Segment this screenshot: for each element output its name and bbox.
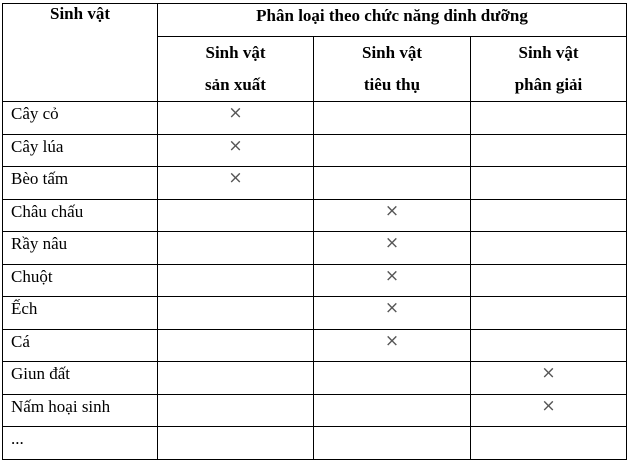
consumer-mark-cell: ×: [314, 297, 471, 330]
decomposer-mark-cell: [471, 297, 627, 330]
consumer-mark-cell: [314, 167, 471, 200]
organism-column-header: Sinh vật: [3, 4, 158, 102]
organism-name-cell: Giun đất: [3, 362, 158, 395]
table-body: [3, 102, 627, 460]
classification-group-header: Phân loại theo chức năng dinh dưỡng: [158, 4, 627, 37]
consumer-mark-cell: ×: [314, 199, 471, 232]
table-row: [3, 362, 627, 395]
consumer-mark-cell: [314, 102, 471, 135]
producer-mark-cell: [158, 394, 314, 427]
organism-name-cell: Châu chấu: [3, 199, 158, 232]
header-line: Sinh vật: [205, 43, 266, 62]
header-line: Sinh vật: [518, 43, 579, 62]
decomposer-mark-cell: [471, 264, 627, 297]
table-row: [3, 232, 627, 265]
decomposer-mark-cell: [471, 134, 627, 167]
organism-name-cell: Cây cỏ: [3, 102, 158, 135]
table-row: [3, 329, 627, 362]
decomposer-column-header: [471, 37, 627, 102]
header-line: tiêu thụ: [363, 75, 421, 94]
organism-name-cell: ...: [3, 427, 158, 460]
header-row-top: [3, 4, 627, 37]
classification-table: [2, 3, 627, 460]
organism-name-cell: Cây lúa: [3, 134, 158, 167]
decomposer-mark-cell: [471, 102, 627, 135]
consumer-mark-cell: ×: [314, 232, 471, 265]
producer-mark-cell: [158, 264, 314, 297]
consumer-mark-cell: ×: [314, 264, 471, 297]
organism-name-cell: Bèo tấm: [3, 167, 158, 200]
table-row: [3, 102, 627, 135]
consumer-mark-cell: [314, 362, 471, 395]
consumer-mark-cell: ×: [314, 329, 471, 362]
organism-name-cell: Chuột: [3, 264, 158, 297]
producer-mark-cell: [158, 362, 314, 395]
table-row: [3, 264, 627, 297]
organism-name-cell: Cá: [3, 329, 158, 362]
table-row: [3, 394, 627, 427]
consumer-column-header: [314, 37, 471, 102]
decomposer-mark-cell: [471, 199, 627, 232]
consumer-mark-cell: [314, 427, 471, 460]
producer-mark-cell: [158, 199, 314, 232]
producer-mark-cell: [158, 297, 314, 330]
header-line: sản xuất: [205, 75, 266, 94]
table-row: [3, 199, 627, 232]
decomposer-mark-cell: [471, 427, 627, 460]
producer-mark-cell: ×: [158, 102, 314, 135]
producer-mark-cell: [158, 427, 314, 460]
header-line: Sinh vật: [362, 43, 422, 62]
producer-mark-cell: [158, 329, 314, 362]
producer-mark-cell: [158, 232, 314, 265]
decomposer-mark-cell: ×: [471, 362, 627, 395]
decomposer-mark-cell: [471, 232, 627, 265]
producer-column-header: [158, 37, 314, 102]
organism-name-cell: Rầy nâu: [3, 232, 158, 265]
decomposer-mark-cell: [471, 167, 627, 200]
consumer-mark-cell: [314, 394, 471, 427]
table-row: [3, 167, 627, 200]
table-row: [3, 297, 627, 330]
table-row: [3, 427, 627, 460]
header-line: phân giải: [514, 75, 583, 94]
organism-name-cell: Nấm hoại sinh: [3, 394, 158, 427]
decomposer-mark-cell: [471, 329, 627, 362]
organism-name-cell: Ếch: [3, 297, 158, 330]
consumer-mark-cell: [314, 134, 471, 167]
producer-mark-cell: ×: [158, 167, 314, 200]
producer-mark-cell: ×: [158, 134, 314, 167]
table-row: [3, 134, 627, 167]
decomposer-mark-cell: ×: [471, 394, 627, 427]
